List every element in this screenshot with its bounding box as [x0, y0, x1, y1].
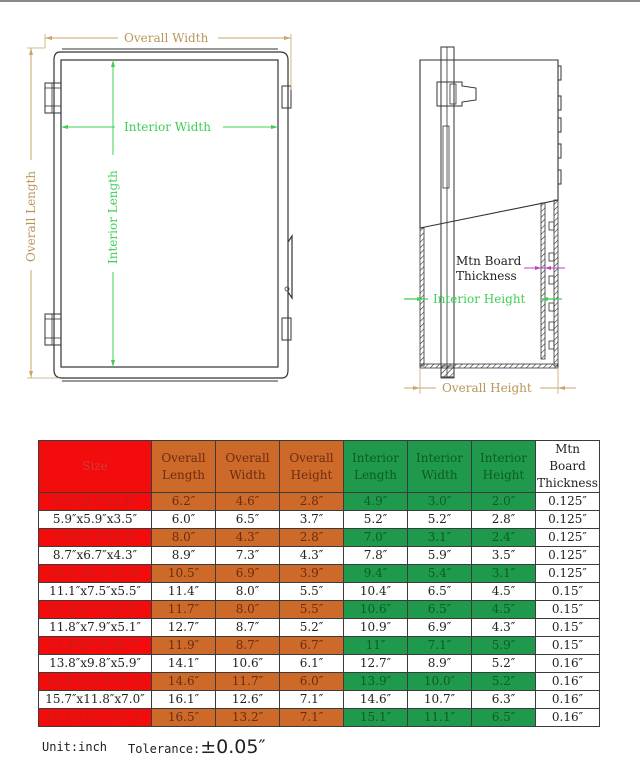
cell-overall-length: 16.1″: [152, 691, 216, 709]
tolerance-value: ±0.05″: [200, 736, 266, 758]
cell-overall-width: 4.6″: [216, 493, 280, 511]
cell-interior-length: 4.9″: [344, 493, 408, 511]
cell-size: 13.8″x9.8″x5.9″: [39, 655, 152, 673]
cell-interior-length: 7.8″: [344, 547, 408, 565]
overall-length-label: Overall Length: [24, 170, 38, 262]
cell-interior-length: 9.4″: [344, 565, 408, 583]
cell-overall-width: 8.7″: [216, 637, 280, 655]
cell-interior-height: 4.5″: [472, 583, 536, 601]
cell-mtn-board-thickness: 0.125″: [536, 493, 600, 511]
cell-interior-height: 3.5″: [472, 547, 536, 565]
cell-interior-length: 5.2″: [344, 511, 408, 529]
cell-interior-height: 5.2″: [472, 673, 536, 691]
cell-mtn-board-thickness: 0.125″: [536, 529, 600, 547]
cell-size: 14.8″x10.6″x5.9″: [39, 673, 152, 691]
header-size: Size: [39, 441, 152, 493]
cell-overall-width: 6.9″: [216, 565, 280, 583]
cell-size: 8.7″x6.7″x4.3″: [39, 547, 152, 565]
cell-overall-width: 8.0″: [216, 601, 280, 619]
cell-interior-width: 7.1″: [408, 637, 472, 655]
cell-interior-height: 2.4″: [472, 529, 536, 547]
cell-overall-width: 8.0″: [216, 583, 280, 601]
cell-overall-height: 6.0″: [280, 673, 344, 691]
cell-size: 11.8″x7.9″x6.7″: [39, 637, 152, 655]
table-row: [39, 565, 600, 583]
cell-size: 7.9″x3.9″x2.8″: [39, 529, 152, 547]
table-row: [39, 619, 600, 637]
cell-overall-length: 8.0″: [152, 529, 216, 547]
cell-interior-length: 15.1″: [344, 709, 408, 727]
cell-interior-length: 11″: [344, 637, 408, 655]
cell-interior-length: 12.7″: [344, 655, 408, 673]
cell-overall-length: 11.7″: [152, 601, 216, 619]
cell-overall-length: 11.9″: [152, 637, 216, 655]
cell-overall-height: 5.5″: [280, 601, 344, 619]
cell-interior-length: 10.4″: [344, 583, 408, 601]
header-mtn-board-thickness: Mtn Board Thickness: [536, 441, 600, 493]
cell-overall-width: 6.5″: [216, 511, 280, 529]
cell-overall-length: 6.2″: [152, 493, 216, 511]
cell-mtn-board-thickness: 0.16″: [536, 691, 600, 709]
mtn-board-label-line1: Mtn Board: [456, 254, 522, 268]
cell-overall-width: 12.6″: [216, 691, 280, 709]
cell-interior-height: 3.1″: [472, 565, 536, 583]
cell-overall-length: 10.5″: [152, 565, 216, 583]
cell-size: 5.9″x5.9″x3.5″: [39, 511, 152, 529]
front-view: [27, 34, 292, 381]
cell-mtn-board-thickness: 0.16″: [536, 673, 600, 691]
cell-mtn-board-thickness: 0.125″: [536, 511, 600, 529]
header-interior-height: Interior Height: [472, 441, 536, 493]
header-interior-width: Interior Width: [408, 441, 472, 493]
table-row: [39, 637, 600, 655]
cell-interior-length: 10.9″: [344, 619, 408, 637]
header-overall-height: Overall Height: [280, 441, 344, 493]
side-view: [404, 47, 576, 394]
cell-overall-length: 14.1″: [152, 655, 216, 673]
table-row: [39, 601, 600, 619]
cell-interior-width: 8.9″: [408, 655, 472, 673]
interior-height-label: Interior Height: [433, 292, 526, 306]
cell-interior-width: 5.9″: [408, 547, 472, 565]
cell-mtn-board-thickness: 0.15″: [536, 601, 600, 619]
cell-interior-width: 5.4″: [408, 565, 472, 583]
cell-interior-height: 4.3″: [472, 619, 536, 637]
cell-interior-width: 10.7″: [408, 691, 472, 709]
cell-mtn-board-thickness: 0.15″: [536, 619, 600, 637]
cell-size: 11.8″x7.9″x5.1″: [39, 619, 152, 637]
tolerance: [128, 736, 266, 758]
cell-interior-height: 2.0″: [472, 493, 536, 511]
unit-label: Unit:inch: [42, 740, 108, 754]
cell-interior-width: 6.9″: [408, 619, 472, 637]
cell-interior-width: 5.2″: [408, 511, 472, 529]
cell-interior-width: 10.0″: [408, 673, 472, 691]
cell-mtn-board-thickness: 0.15″: [536, 583, 600, 601]
cell-interior-height: 2.8″: [472, 511, 536, 529]
table-row: [39, 709, 600, 727]
cell-overall-height: 7.1″: [280, 691, 344, 709]
table-row: [39, 673, 600, 691]
cell-interior-height: 4.5″: [472, 601, 536, 619]
cell-size: 5.9″x3.9″x2.8″: [39, 493, 152, 511]
overall-height-label: Overall Height: [442, 381, 532, 395]
cell-overall-length: 12.7″: [152, 619, 216, 637]
cell-overall-height: 5.5″: [280, 583, 344, 601]
cell-overall-width: 10.6″: [216, 655, 280, 673]
header-overall-width: Overall Width: [216, 441, 280, 493]
cell-overall-height: 3.9″: [280, 565, 344, 583]
cell-mtn-board-thickness: 0.125″: [536, 565, 600, 583]
cell-size: 16.1″x12.2″x7.1″: [39, 709, 152, 727]
cell-interior-width: 6.5″: [408, 583, 472, 601]
cell-interior-height: 5.9″: [472, 637, 536, 655]
interior-length-label: Interior Length: [106, 170, 120, 264]
cell-interior-width: 11.1″: [408, 709, 472, 727]
cell-interior-length: 14.6″: [344, 691, 408, 709]
interior-width-label: Interior Width: [124, 120, 211, 134]
table-row: [39, 655, 600, 673]
table-row: [39, 547, 600, 565]
cell-overall-height: 2.8″: [280, 493, 344, 511]
cell-interior-length: 13.9″: [344, 673, 408, 691]
cell-overall-height: 4.3″: [280, 547, 344, 565]
cell-size: 10.2″x6.3″x3.9″: [39, 565, 152, 583]
cell-overall-length: 8.9″: [152, 547, 216, 565]
cell-overall-height: 5.2″: [280, 619, 344, 637]
table-row: [39, 583, 600, 601]
cell-mtn-board-thickness: 0.125″: [536, 547, 600, 565]
cell-overall-height: 7.1″: [280, 709, 344, 727]
cell-mtn-board-thickness: 0.15″: [536, 637, 600, 655]
cell-overall-height: 2.8″: [280, 529, 344, 547]
cell-overall-width: 13.2″: [216, 709, 280, 727]
cell-mtn-board-thickness: 0.16″: [536, 709, 600, 727]
header-interior-length: Interior Length: [344, 441, 408, 493]
tolerance-label: Tolerance:: [128, 742, 201, 756]
table-row: [39, 493, 600, 511]
cell-overall-width: 8.7″: [216, 619, 280, 637]
overall-width-label: Overall Width: [124, 31, 209, 45]
table-header-row: [39, 441, 600, 493]
cell-interior-height: 5.2″: [472, 655, 536, 673]
cell-overall-height: 6.1″: [280, 655, 344, 673]
cell-overall-height: 6.7″: [280, 637, 344, 655]
mtn-board-label-line2: Thickness: [456, 269, 517, 283]
cell-overall-length: 6.0″: [152, 511, 216, 529]
table-row: [39, 511, 600, 529]
cell-interior-height: 6.5″: [472, 709, 536, 727]
cell-interior-length: 10.6″: [344, 601, 408, 619]
cell-interior-width: 3.0″: [408, 493, 472, 511]
cell-interior-height: 6.3″: [472, 691, 536, 709]
cell-interior-width: 3.1″: [408, 529, 472, 547]
header-overall-length: Overall Length: [152, 441, 216, 493]
cell-overall-width: 4.3″: [216, 529, 280, 547]
cell-overall-width: 7.3″: [216, 547, 280, 565]
table-row: [39, 691, 600, 709]
cell-size: 11.4″x7.5″x5.5″: [39, 601, 152, 619]
cell-mtn-board-thickness: 0.16″: [536, 655, 600, 673]
cell-overall-width: 11.7″: [216, 673, 280, 691]
cell-interior-length: 7.0″: [344, 529, 408, 547]
cell-overall-height: 3.7″: [280, 511, 344, 529]
cell-overall-length: 16.5″: [152, 709, 216, 727]
cell-overall-length: 14.6″: [152, 673, 216, 691]
table-row: [39, 529, 600, 547]
cell-size: 15.7″x11.8″x7.0″: [39, 691, 152, 709]
dimensions-table: [38, 440, 600, 727]
cell-overall-length: 11.4″: [152, 583, 216, 601]
cell-size: 11.1″x7.5″x5.5″: [39, 583, 152, 601]
cell-interior-width: 6.5″: [408, 601, 472, 619]
